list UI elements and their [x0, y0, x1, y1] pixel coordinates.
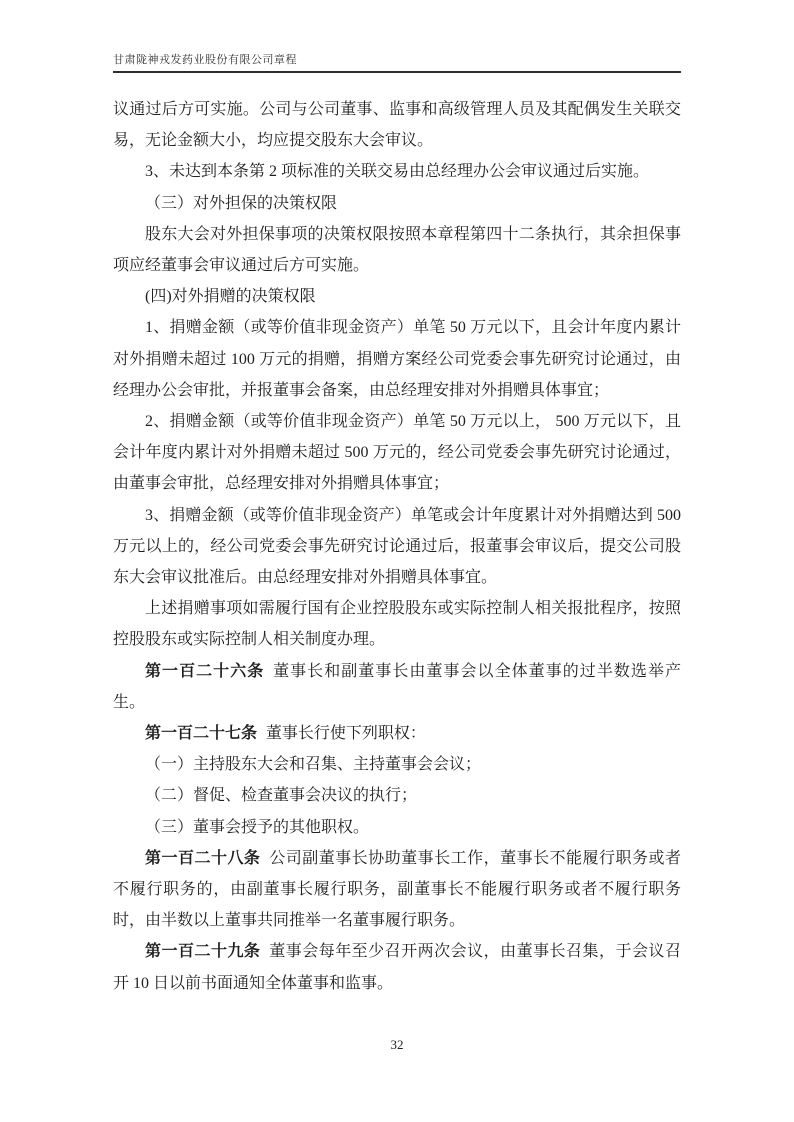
paragraph: 股东大会对外担保事项的决策权限按照本章程第四十二条执行，其余担保事项应经董事会审议通过后方可实施。 [113, 225, 681, 275]
article-text: 董事会每年至少召开两次会议，由董事长召集，于会议召开 10 日以前书面通知全体董事和监事。 [113, 943, 681, 992]
paragraph: (四)对外捐赠的决策权限 [145, 288, 316, 306]
paragraph: 议通过后方可实施。公司与公司董事、监事和高级管理人员及其配偶发生关联交易，无论金额大小，均应提交股东大会审议。 [113, 101, 681, 150]
article-number: 第一百二十九条 [145, 943, 261, 961]
page-footer [0, 1036, 794, 1054]
paragraph: 3、未达到本条第 2 项标准的关联交易由总经理办公会审议通过后实施。 [145, 163, 650, 181]
article-number: 第一百二十八条 [145, 849, 261, 867]
article-paragraph [113, 718, 681, 749]
article-text: 公司副董事长协助董事长工作，董事长不能履行职务或者不履行职务的，由副董事长履行职务，副董事长不能履行职务或者不履行职务时，由半数以上董事共同推举一名董事履行职务。 [113, 849, 681, 930]
article-number: 第一百二十六条 [145, 662, 265, 680]
paragraph: 2、捐赠金额（或等价值非现金资产）单笔 50 万元以上， 500 万元以下，且会计年度内累计对外捐赠未超过 500 万元的，经公司党委会事先研究讨论通过，由董事会审批，总经理安排对外捐赠具体事宜； [113, 413, 681, 493]
paragraph: （一）主持股东大会和召集、主持董事会会议； [145, 756, 482, 774]
paragraph: 1、捐赠金额（或等价值非现金资产）单笔 50 万元以下，且会计年度内累计对外捐赠未超过 100 万元的捐赠，捐赠方案经公司党委会事先研究讨论通过，由经理办公会审批，并报董事会备案，由总经理安排对外捐赠具体事宜； [113, 319, 681, 399]
article-paragraph [113, 843, 681, 937]
document-body [113, 94, 681, 999]
article-text: 董事长行使下列职权： [265, 725, 426, 743]
page-header [113, 54, 681, 73]
article-text: 董事长和副董事长由董事会以全体董事的过半数选举产生。 [113, 662, 681, 711]
article-paragraph [113, 656, 681, 718]
page-number: 32 [390, 1037, 404, 1052]
paragraph: （三）对外担保的决策权限 [145, 194, 338, 212]
paragraph: 3、捐赠金额（或等价值非现金资产）单笔或会计年度累计对外捐赠达到 500 万元以上的，经公司党委会事先研究讨论通过后，报董事会审议后，提交公司股东大会审议批准后。由总经理安排对外捐赠具体事宜。 [113, 506, 681, 587]
article-paragraph [113, 936, 681, 998]
paragraph: （二）督促、检查董事会决议的执行； [145, 787, 418, 805]
article-number: 第一百二十七条 [145, 725, 258, 743]
paragraph: 上述捐赠事项如需履行国有企业控股股东或实际控制人相关报批程序，按照控股股东或实际控制人相关制度办理。 [113, 600, 681, 649]
header-title: 甘肃陇神戎发药业股份有限公司章程 [113, 54, 297, 66]
paragraph: （三）董事会授予的其他职权。 [145, 818, 370, 836]
